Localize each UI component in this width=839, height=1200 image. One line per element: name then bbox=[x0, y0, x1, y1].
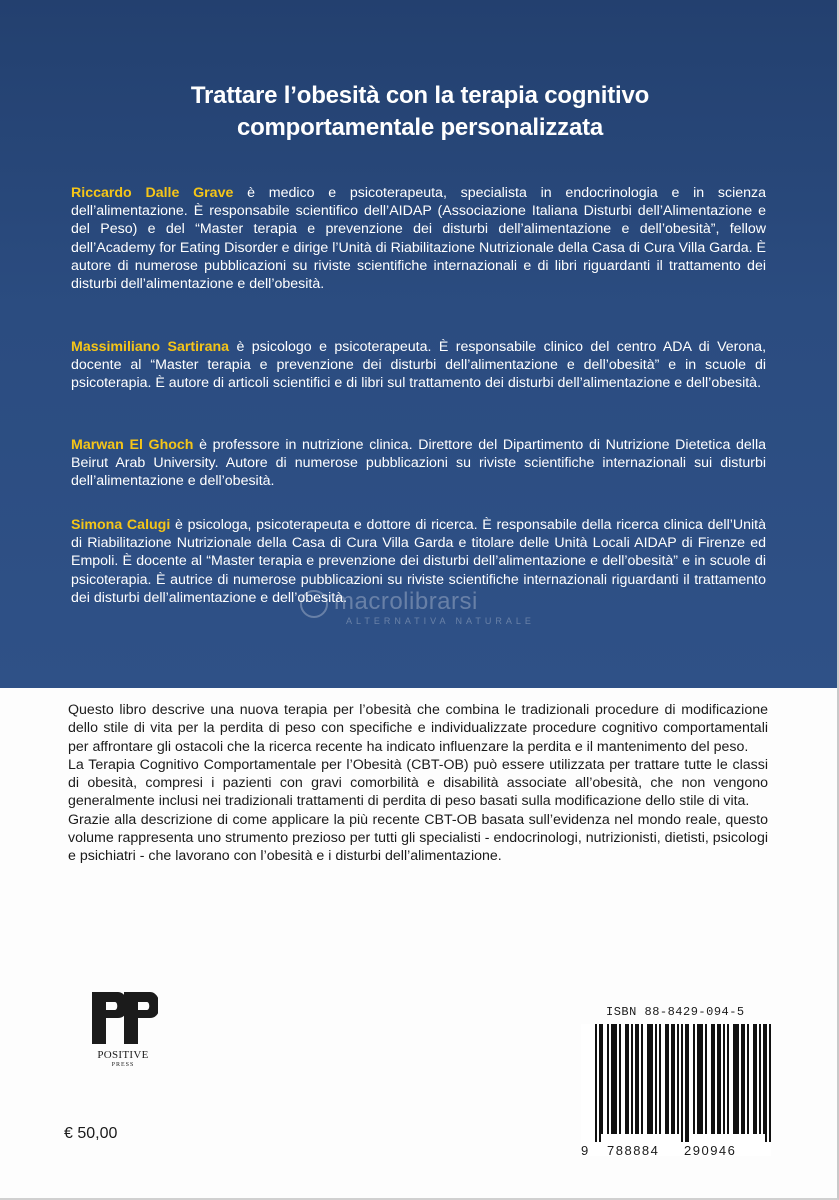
barcode-bar bbox=[693, 1024, 695, 1134]
barcode-bar bbox=[733, 1024, 735, 1134]
barcode-bar bbox=[753, 1024, 755, 1134]
watermark-text: macrolibrarsi bbox=[334, 588, 478, 615]
barcode-bar bbox=[755, 1024, 757, 1134]
book-description bbox=[68, 701, 768, 866]
watermark-subtext: ALTERNATIVA NATURALE bbox=[346, 616, 535, 626]
barcode-bar bbox=[677, 1024, 679, 1134]
publisher-subname: PRESS bbox=[111, 1062, 135, 1068]
barcode-bar bbox=[647, 1024, 649, 1134]
author-name-4: Simona Calugi bbox=[71, 517, 171, 533]
barcode-bar bbox=[699, 1024, 701, 1134]
ean-first-digit: 9 bbox=[581, 1143, 589, 1158]
author-name-2: Massimiliano Sartirana bbox=[71, 339, 230, 355]
barcode-bar bbox=[765, 1024, 767, 1142]
publisher-logo-icon bbox=[88, 988, 158, 1048]
barcode-bar bbox=[607, 1024, 609, 1134]
barcode-bar bbox=[713, 1024, 715, 1134]
barcode-bar bbox=[711, 1024, 713, 1134]
barcode-bar bbox=[613, 1024, 615, 1134]
barcode-bar bbox=[625, 1024, 627, 1134]
barcode-bar bbox=[717, 1024, 719, 1134]
barcode-bar bbox=[649, 1024, 651, 1134]
barcode-bar bbox=[627, 1024, 629, 1134]
barcode-bar bbox=[727, 1024, 729, 1134]
author-text-3: è professore in nutrizione clinica. Direttore del Dipartimento di Nutrizione Dietetica della Beirut Arab University. Autore di numerose pubblicazioni su riviste scientifiche internazionali sui disturbi dell’alimentazione e dell’obesità. bbox=[71, 437, 766, 490]
barcode-bar bbox=[741, 1024, 743, 1134]
barcode-bar bbox=[641, 1024, 643, 1134]
description-paragraph-1: Questo libro descrive una nuova terapia per l’obesità che combina le tradizionali procedure di modificazione dello stile di vita per la perdita di peso con specifiche e individualizzate procedure cognitivo comportamentali per affrontare gli ostacoli che la ricerca recente ha indicato influenzare la perdita e il mantenimento del peso. bbox=[68, 702, 768, 755]
barcode-bar bbox=[635, 1024, 637, 1134]
author-bio-1 bbox=[71, 184, 766, 293]
ean-left-group: 788884 bbox=[607, 1143, 660, 1158]
barcode-bar bbox=[769, 1024, 771, 1142]
barcode-bar bbox=[665, 1024, 667, 1134]
barcode-bar bbox=[637, 1024, 639, 1134]
watermark-logo-icon bbox=[300, 590, 328, 618]
barcode-bar bbox=[631, 1024, 633, 1134]
barcode-icon bbox=[581, 1024, 771, 1142]
author-text-2: è psicologo e psicoterapeuta. È responsabile clinico del centro ADA di Verona, docente al “Master terapia e prevenzione dei disturbi dell’alimentazione e dell’obesità” e in scuole di psicoterapia. È autore di articoli scientifici e di libri sul trattamento dei disturbi dell’alimentazione e dell’obesità. bbox=[71, 339, 767, 392]
barcode-bar bbox=[737, 1024, 739, 1134]
barcode-bar bbox=[681, 1024, 683, 1142]
isbn-label: ISBN 88-8429-094-5 bbox=[606, 1005, 745, 1019]
barcode-bar bbox=[595, 1024, 597, 1142]
barcode-bar bbox=[685, 1024, 687, 1142]
barcode-bar bbox=[735, 1024, 737, 1134]
barcode-bar bbox=[697, 1024, 699, 1134]
barcode-bar bbox=[611, 1024, 613, 1134]
barcode-bar bbox=[601, 1024, 603, 1134]
ean-right-group: 290946 bbox=[684, 1143, 737, 1158]
description-paragraph-3: Grazie alla descrizione di come applicare la più recente CBT-OB basata sull’evidenza nel mondo reale, questo volume rappresenta uno strumento prezioso per tutti gli specialisti - endocrinologi, nutrizionisti, dietisti, psicologi e psichiatri - che lavorano con l’obesità e i disturbi dell’alimentazione. bbox=[68, 811, 768, 865]
barcode-bar bbox=[671, 1024, 673, 1134]
barcode bbox=[581, 1024, 771, 1156]
description-paragraph-2: La Terapia Cognitivo Comportamentale per l’Obesità (CBT-OB) può essere utilizzata per trattare tutte le classi di obesità, compresi i pazienti con gravi comorbilità e disabilità associate all’obesità, che non vengono generalmente inclusi nei tradizionali trattamenti di perdita di peso basati sulla modificazione dello stile di vita. bbox=[68, 756, 768, 810]
book-title-line-2: comportamentale personalizzata bbox=[236, 114, 604, 141]
author-bio-3 bbox=[71, 436, 766, 491]
barcode-bar bbox=[719, 1024, 721, 1134]
author-bio-2 bbox=[71, 338, 766, 393]
barcode-bar bbox=[615, 1024, 617, 1134]
barcode-bar bbox=[747, 1024, 749, 1134]
watermark bbox=[300, 588, 600, 632]
barcode-bar bbox=[687, 1024, 689, 1142]
book-title bbox=[100, 80, 740, 144]
barcode-bar bbox=[667, 1024, 669, 1134]
barcode-bar bbox=[705, 1024, 707, 1134]
barcode-bar bbox=[701, 1024, 703, 1134]
barcode-bar bbox=[743, 1024, 745, 1134]
author-text-4: è psicologa, psicoterapeuta e dottore di ricerca. È responsabile della ricerca clinica dell’Unità di Riabilitazione Nutrizionale della Casa di Cura Villa Garda e titolare delle Unità Locali AIDAP di Firenze ed Empoli. È docente al “Master terapia e prevenzione dei disturbi dell’alimentazione e dell’obesità” e in scuole di psicoterapia. È autrice di numerose pubblicazioni su riviste scientifiche internazionali riguardanti il trattamento dei disturbi dell’alimentazione e dell’obesità. bbox=[71, 517, 766, 606]
author-text-1: è medico e psicoterapeuta, specialista in endocrinologia e in scienza dell’alimentazione. È responsabile scientifico dell’AIDAP (Associazione Italiana Disturbi dell’Alimentazione e del Peso) e del “Master terapia e prevenzione dei disturbi dell’alimentazione e dell’obesità”, fellow dell’Academy for Eating Disorder e dirige l’Unità di Riabilitazione Nutrizionale della Casa di Cura Villa Garda. È autore di numerose pubblicazioni su riviste scientifiche internazionali e di libri riguardanti il trattamento dei disturbi dell’alimentazione e dell’obesità. bbox=[71, 185, 766, 293]
barcode-bar bbox=[763, 1024, 765, 1134]
price: € 50,00 bbox=[64, 1125, 118, 1142]
publisher-name: POSITIVE bbox=[97, 1049, 149, 1061]
book-title-line-1: Trattare l’obesità con la terapia cognitivo bbox=[190, 82, 650, 109]
barcode-bar bbox=[619, 1024, 621, 1134]
author-name-1: Riccardo Dalle Grave bbox=[71, 185, 234, 201]
barcode-bar bbox=[599, 1024, 601, 1142]
barcode-bar bbox=[655, 1024, 657, 1134]
author-name-3: Marwan El Ghoch bbox=[71, 437, 194, 453]
barcode-bar bbox=[673, 1024, 675, 1134]
barcode-bar bbox=[659, 1024, 661, 1134]
barcode-bar bbox=[759, 1024, 761, 1134]
barcode-bar bbox=[723, 1024, 725, 1134]
barcode-bar bbox=[651, 1024, 653, 1134]
